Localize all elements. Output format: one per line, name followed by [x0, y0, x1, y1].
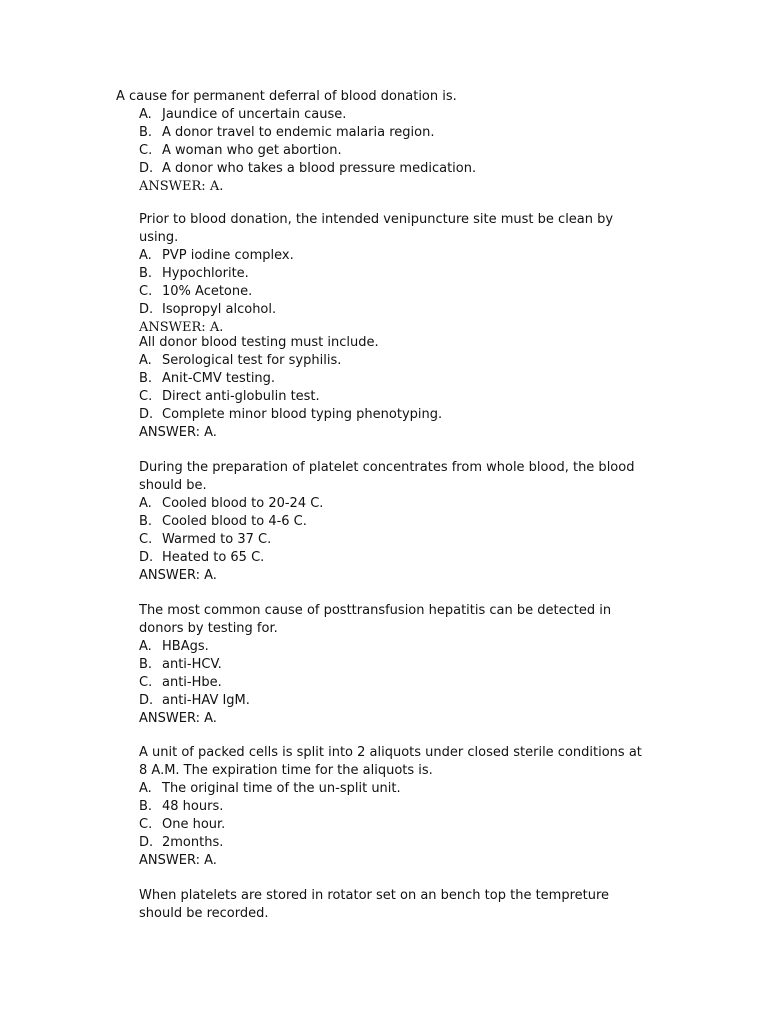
option-c — [139, 531, 649, 549]
option-a — [139, 780, 649, 798]
question-text: A cause for permanent deferral of blood donation is. — [116, 89, 457, 104]
option-text: A donor who takes a blood pressure medication. — [162, 161, 477, 176]
option-letter: B. — [139, 371, 153, 386]
option-d — [139, 549, 649, 567]
option-c — [139, 816, 649, 834]
answer-line: ANSWER: A. — [139, 425, 217, 440]
option-letter: A. — [139, 496, 152, 511]
option-text: HBAgs. — [162, 639, 209, 654]
option-text: PVP iodine complex. — [162, 248, 294, 263]
option-text: anti-Hbe. — [162, 675, 222, 690]
option-text: A woman who get abortion. — [162, 143, 342, 158]
option-letter: B. — [139, 657, 153, 672]
question-text: Prior to blood donation, the intended venipuncture site must be clean by using. — [139, 212, 614, 245]
option-letter: A. — [139, 639, 152, 654]
option-text: Complete minor blood typing phenotyping. — [162, 407, 443, 422]
option-b — [139, 798, 649, 816]
option-letter: A. — [139, 781, 152, 796]
option-letter: D. — [139, 550, 154, 565]
option-c — [139, 388, 649, 406]
option-letter: D. — [139, 693, 154, 708]
option-letter: B. — [139, 514, 153, 529]
option-c — [139, 283, 649, 301]
question-text: The most common cause of posttransfusion hepatitis can be detected in donors by testing for. — [139, 603, 612, 636]
question-text: A unit of packed cells is split into 2 aliquots under closed sterile conditions at 8 A.M. The expiration time for the aliquots is. — [139, 745, 642, 778]
option-text: Jaundice of uncertain cause. — [162, 107, 347, 122]
options-list — [139, 780, 649, 852]
answer-line: ANSWER: A. — [139, 711, 217, 726]
option-text: anti-HAV IgM. — [162, 693, 250, 708]
option-text: Heated to 65 C. — [162, 550, 265, 565]
option-letter: B. — [139, 266, 153, 281]
option-letter: D. — [139, 302, 154, 317]
option-letter: C. — [139, 143, 153, 158]
option-text: Warmed to 37 C. — [162, 532, 272, 547]
option-text: Anit-CMV testing. — [162, 371, 276, 386]
option-letter: D. — [139, 161, 154, 176]
question-4 — [139, 459, 649, 585]
option-text: Serological test for syphilis. — [162, 353, 342, 368]
answer-line: ANSWER: A. — [139, 320, 224, 335]
question-6 — [139, 744, 649, 870]
option-letter: C. — [139, 532, 153, 547]
option-letter: A. — [139, 248, 152, 263]
option-text: anti-HCV. — [162, 657, 222, 672]
option-b — [139, 124, 649, 142]
question-text: When platelets are stored in rotator set on an bench top the tempreture should be recorded. — [139, 888, 610, 921]
option-letter: C. — [139, 817, 153, 832]
option-text: Cooled blood to 20-24 C. — [162, 496, 324, 511]
option-text: The original time of the un-split unit. — [162, 781, 401, 796]
question-5 — [139, 602, 649, 728]
option-text: 48 hours. — [162, 799, 224, 814]
option-a — [139, 495, 649, 513]
option-text: 2months. — [162, 835, 224, 850]
options-list — [139, 247, 649, 319]
option-b — [139, 370, 649, 388]
option-c — [139, 674, 649, 692]
option-text: Isopropyl alcohol. — [162, 302, 277, 317]
options-list — [139, 638, 649, 710]
option-b — [139, 656, 649, 674]
option-letter: C. — [139, 675, 153, 690]
question-3 — [139, 334, 649, 442]
question-1 — [116, 88, 649, 196]
option-b — [139, 513, 649, 531]
question-7 — [139, 887, 649, 923]
option-letter: A. — [139, 353, 152, 368]
options-list — [139, 106, 649, 178]
option-text: Hypochlorite. — [162, 266, 249, 281]
option-b — [139, 265, 649, 283]
option-d — [139, 301, 649, 319]
option-letter: B. — [139, 125, 153, 140]
option-a — [139, 638, 649, 656]
option-letter: C. — [139, 389, 153, 404]
option-letter: B. — [139, 799, 153, 814]
option-d — [139, 160, 649, 178]
option-d — [139, 406, 649, 424]
option-a — [139, 247, 649, 265]
option-a — [139, 352, 649, 370]
options-list — [139, 495, 649, 567]
option-d — [139, 834, 649, 852]
option-text: Direct anti-globulin test. — [162, 389, 320, 404]
option-text: 10% Acetone. — [162, 284, 253, 299]
question-text: All donor blood testing must include. — [139, 335, 379, 350]
option-letter: D. — [139, 835, 154, 850]
answer-line: ANSWER: A. — [139, 179, 224, 194]
option-d — [139, 692, 649, 710]
question-text: During the preparation of platelet concentrates from whole blood, the blood should be. — [139, 460, 635, 493]
option-text: One hour. — [162, 817, 226, 832]
option-a — [139, 106, 649, 124]
option-letter: A. — [139, 107, 152, 122]
option-text: A donor travel to endemic malaria region. — [162, 125, 435, 140]
option-text: Cooled blood to 4-6 C. — [162, 514, 307, 529]
option-letter: C. — [139, 284, 153, 299]
answer-line: ANSWER: A. — [139, 853, 217, 868]
options-list — [139, 352, 649, 424]
option-c — [139, 142, 649, 160]
question-2 — [139, 211, 649, 337]
option-letter: D. — [139, 407, 154, 422]
answer-line: ANSWER: A. — [139, 568, 217, 583]
